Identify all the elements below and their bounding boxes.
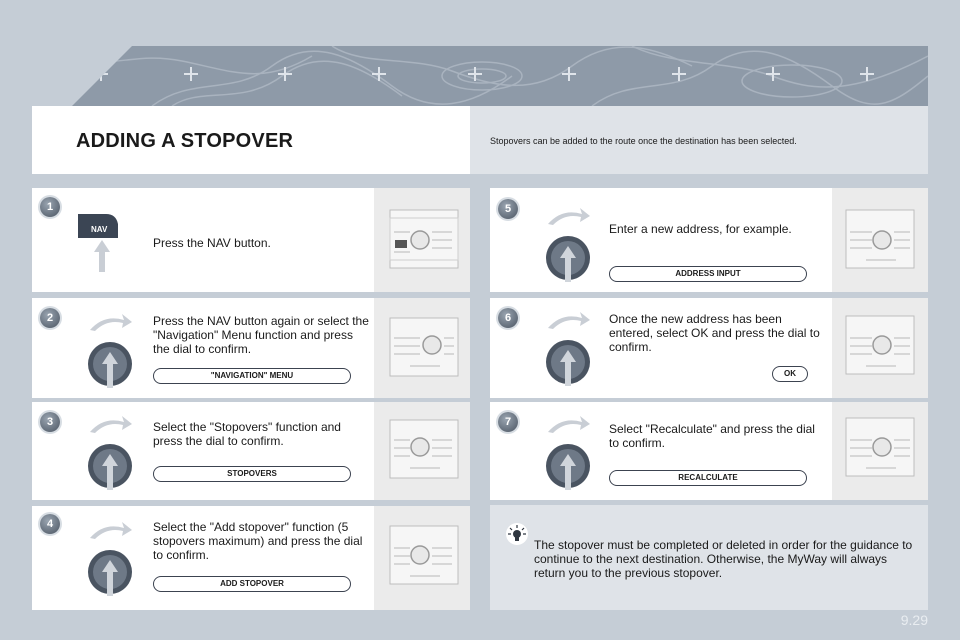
step-2-panel [32, 298, 470, 398]
recalculate-pill: RECALCULATE [609, 470, 807, 486]
radio-unit-thumbnail [374, 298, 470, 398]
step-text: Select the "Add stopover" function (5 stopovers maximum) and press the dial to confirm. [153, 520, 363, 562]
step-text: Select the "Stopovers" function and press the dial to confirm. [153, 420, 341, 448]
page-title: ADDING A STOPOVER [76, 130, 294, 152]
nav-button-icon [72, 206, 132, 286]
step-number-badge: 4 [40, 514, 60, 534]
step-number-badge: 5 [498, 199, 518, 219]
lightbulb-icon [506, 523, 528, 545]
radio-unit-thumbnail [374, 402, 470, 500]
step-number-badge: 1 [40, 197, 60, 217]
step-3-panel [32, 402, 470, 500]
step-6-panel [490, 298, 928, 398]
step-text: Press the NAV button. [153, 236, 271, 250]
ok-pill: OK [772, 366, 808, 382]
step-number-badge: 2 [40, 308, 60, 328]
dial-press-icon [78, 308, 138, 394]
intro-text: Stopovers can be added to the route once the destination has been selected. [490, 136, 797, 146]
navigation-menu-pill: "NAVIGATION" MENU [153, 368, 351, 384]
step-number-badge: 6 [498, 308, 518, 328]
dial-rotate-icon [536, 202, 596, 288]
dial-press-icon [536, 410, 596, 496]
add-stopover-pill: ADD STOPOVER [153, 576, 351, 592]
step-number-badge: 3 [40, 412, 60, 432]
radio-unit-thumbnail [832, 402, 928, 500]
nav-button-label: NAV [91, 225, 108, 234]
step-5-panel [490, 188, 928, 292]
radio-unit-thumbnail [832, 298, 928, 398]
header-banner [32, 46, 928, 106]
stopovers-pill: STOPOVERS [153, 466, 351, 482]
step-text: Press the NAV button again or select the "Navigation" Menu function and press the dial to confirm. [153, 314, 369, 356]
address-input-pill: ADDRESS INPUT [609, 266, 807, 282]
radio-unit-thumbnail [832, 188, 928, 292]
intro-bar [470, 106, 928, 174]
topographic-pattern [32, 46, 928, 106]
step-4-panel [32, 506, 470, 610]
step-text: Once the new address has been entered, select OK and press the dial to confirm. [609, 312, 820, 354]
dial-press-icon [536, 306, 596, 392]
step-text: Enter a new address, for example. [609, 222, 792, 236]
page-number: 9.29 [900, 612, 928, 628]
step-7-panel [490, 402, 928, 500]
dial-press-icon [78, 516, 138, 602]
tip-text: The stopover must be completed or deleted in order for the guidance to continue to the next destination. Otherwise, the MyWay will always return you to the previous stopover. [534, 538, 913, 580]
radio-unit-thumbnail [374, 506, 470, 610]
title-bar [32, 106, 470, 174]
step-text: Select "Recalculate" and press the dial to confirm. [609, 422, 815, 450]
step-number-badge: 7 [498, 412, 518, 432]
tip-box [490, 505, 928, 610]
dial-press-icon [78, 410, 138, 496]
radio-unit-thumbnail [374, 188, 470, 292]
step-1-panel [32, 188, 470, 292]
